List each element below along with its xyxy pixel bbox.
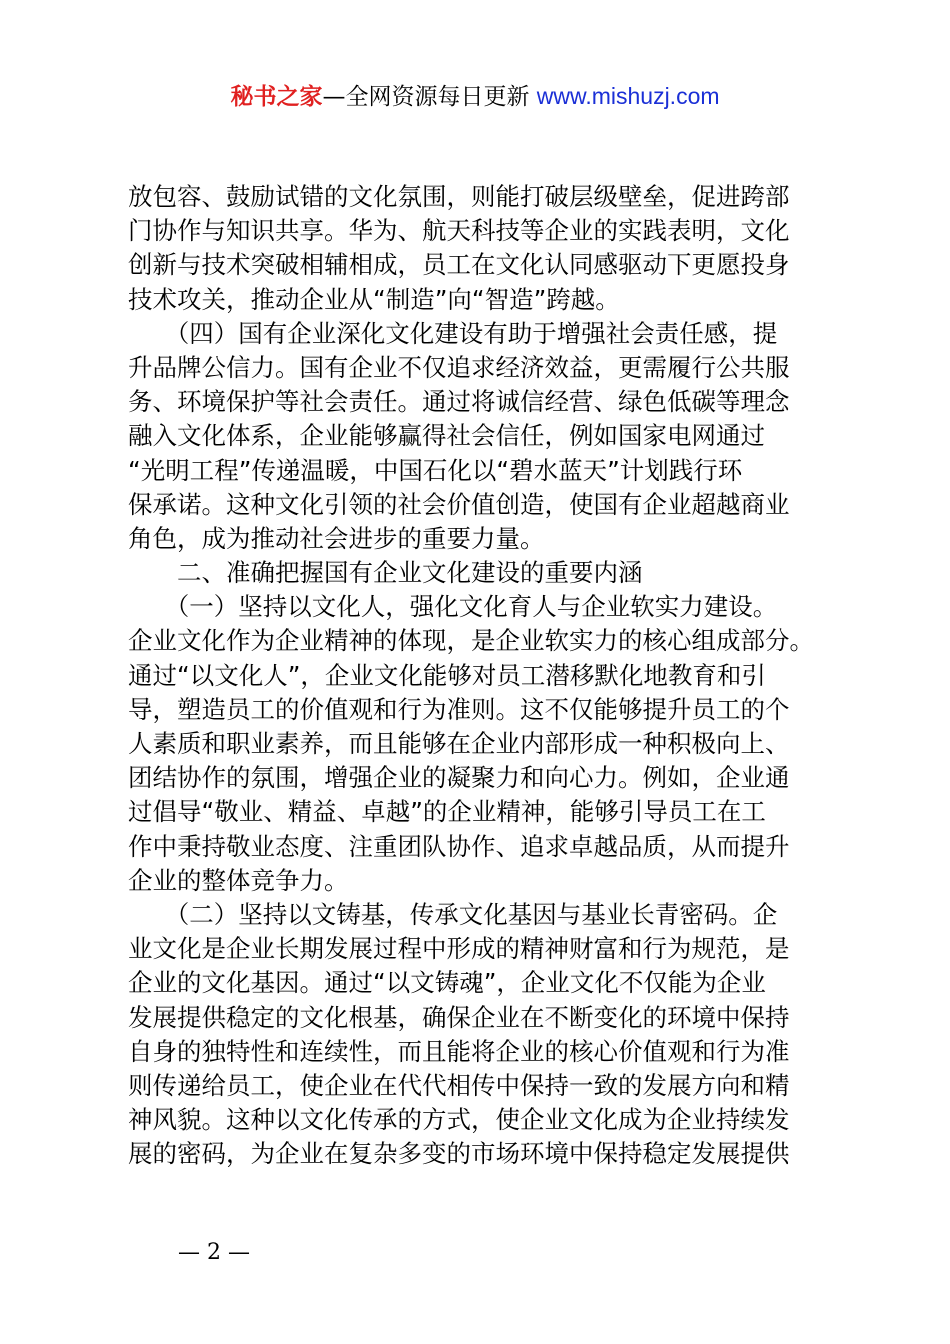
- text-line: 业文化是企业长期发展过程中形成的精神财富和行为规范，是: [128, 934, 790, 964]
- header-url[interactable]: www.mishuzj.com: [536, 83, 720, 109]
- text-line: 则传递给员工，使企业在代代相传中保持一致的发展方向和精: [128, 1070, 790, 1100]
- text-line: 创新与技术突破相辅相成，员工在文化认同感驱动下更愿投身: [128, 250, 790, 280]
- text-line: 导，塑造员工的价值观和行为准则。这不仅能够提升员工的个: [128, 694, 790, 724]
- text-line: 保承诺。这种文化引领的社会价值创造，使国有企业超越商业: [128, 489, 790, 519]
- text-line: 务、环境保护等社会责任。通过将诚信经营、绿色低碳等理念: [128, 387, 790, 417]
- text-line: 人素质和职业素养，而且能够在企业内部形成一种积极向上、: [128, 729, 790, 758]
- text-line: 团结协作的氛围，增强企业的凝聚力和向心力。例如，企业通: [128, 763, 790, 793]
- page-header: [0, 80, 950, 113]
- header-brand: 秘书之家: [230, 84, 323, 110]
- text-line: 自身的独特性和连续性，而且能将企业的核心价值观和行为准: [128, 1036, 790, 1066]
- text-line: 通过“以文化人”，企业文化能够对员工潜移默化地教育和引: [128, 660, 766, 690]
- text-line: 过倡导“敬业、精益、卓越”的企业精神，能够引导员工在工: [128, 797, 766, 827]
- text-line: 作中秉持敬业态度、注重团队协作、追求卓越品质，从而提升: [128, 831, 790, 861]
- text-line: 融入文化体系，企业能够赢得社会信任，例如国家电网通过: [128, 421, 765, 451]
- text-line: “光明工程”传递温暖，中国石化以“碧水蓝天”计划践行环: [128, 455, 743, 485]
- document-body: [128, 180, 832, 1171]
- section-heading: 二、准确把握国有企业文化建设的重要内涵: [128, 558, 643, 588]
- text-line: 发展提供稳定的文化根基，确保企业在不断变化的环境中保持: [128, 1002, 790, 1032]
- text-line: （一）坚持以文化人，强化文化育人与企业软实力建设。: [128, 592, 778, 622]
- header-tagline: —全网资源每日更新: [322, 84, 530, 110]
- text-line: 企业的文化基因。通过“以文铸魂”，企业文化不仅能为企业: [128, 968, 766, 998]
- text-line: （四）国有企业深化文化建设有助于增强社会责任感，提: [128, 318, 778, 348]
- text-line: 企业文化作为企业精神的体现，是企业软实力的核心组成部分。: [128, 626, 814, 656]
- text-line: 技术攻关，推动企业从“制造”向“智造”跨越。: [128, 284, 620, 314]
- text-line: 放包容、鼓励试错的文化氛围，则能打破层级壁垒，促进跨部: [128, 182, 790, 211]
- text-line: 门协作与知识共享。华为、航天科技等企业的实践表明，文化: [128, 216, 790, 246]
- page-number: — 2 —: [178, 1240, 250, 1265]
- text-line: 神风貌。这种以文化传承的方式，使企业文化成为企业持续发: [128, 1105, 790, 1135]
- text-line: 角色，成为推动社会进步的重要力量。: [128, 523, 545, 553]
- text-line: 展的密码，为企业在复杂多变的市场环境中保持稳定发展提供: [128, 1139, 790, 1169]
- text-line: （二）坚持以文铸基，传承文化基因与基业长青密码。企: [128, 899, 778, 929]
- text-line: 升品牌公信力。国有企业不仅追求经济效益，更需履行公共服: [128, 352, 790, 382]
- text-line: 企业的整体竞争力。: [128, 865, 349, 895]
